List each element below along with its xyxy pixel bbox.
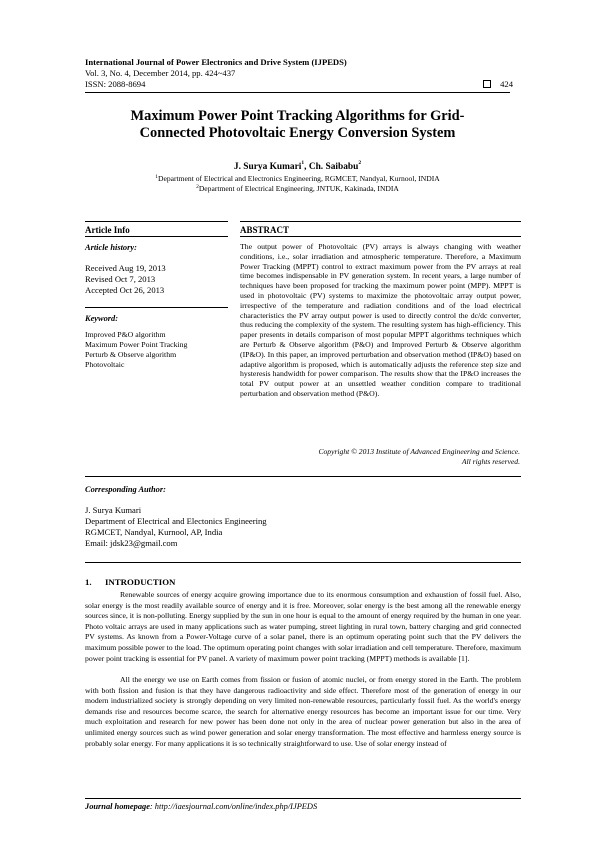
corresponding-email: Email: jdsk23@gmail.com [85, 538, 178, 548]
affiliation-2-text: Department of Electrical Engineering, JNTUK, Kakinada, INDIA [198, 184, 399, 193]
body-paragraph: All the energy we use on Earth comes from fission or fusion of atomic nuclei, or from energy stored in the Earth. The problem with both fission and fusion is that they have dangerous radioactivity and side effect. Therefore most of the generation of energy in our modern industrialized society is strongly depending on very limited non-renewable resources, particularly fossil fuel. As the world's energy demands rise and resources become scarce, the search for alternative energy resources has become an important issue for our time. Very much exploitation and research for new power has been done not only in the area of nuclear power generation but also in the area of unlimited energy sources such as wind power generation and solar energy transformation. The most effective and harmless energy source is probably solar energy. For many applications it is so technically straightforward to use. Use of solar energy instead of [85, 675, 521, 748]
affiliation-1 [85, 174, 510, 184]
copyright-line-2: All rights reserved. [461, 457, 520, 466]
keyword-heading: Keyword: [85, 314, 119, 323]
article-info-top-rule [85, 221, 228, 222]
title-line-1: Maximum Power Point Tracking Algorithms for Grid- [130, 108, 465, 124]
volume-info: Vol. 3, No. 4, December 2014, pp. 424~437 [85, 68, 236, 78]
issn: ISSN: 2088-8694 [85, 79, 146, 89]
author-1-marker: 1 [301, 160, 305, 166]
history-revised: Revised Oct 7, 2013 [85, 274, 156, 284]
author-1: J. Surya Kumari [233, 162, 302, 172]
affiliation-2 [85, 184, 510, 194]
footer-divider [85, 798, 521, 799]
article-info-divider [85, 307, 228, 308]
copyright-line-1: Copyright © 2013 Institute of Advanced Engineering and Science. [318, 447, 520, 456]
paper-title [85, 108, 510, 142]
abstract-text: The output power of Photovoltaic (PV) arrays is always changing with weather conditions, i.e., solar irradiation and atmospheric temperature. Therefore, a Maximum Power Tracking (MPPT) control to extract maximum power from the PV arrays at real time becomes indispensable in PV generation system. In recent years, a large number of techniques have been proposed for tracking the maximum power point (MPP). MPPT is used in photovoltaic (PV) systems to maximize the photovoltaic array output power, irrespective of the temperature and radiation conditions and of the load electrical characteristics the PV array output power is used to directly control the dc/dc converter, thus reducing the complexity of the system. The resulting system has high-efficiency. This paper presents in details comparison of most popular MPPT algorithms techniques which are Perturb & Observe algorithm (P&O) and Improved Perturb & Observe algorithm (IP&O). In this paper, an improved perturbation and observation method (IP&O) based on adaptive algorithm is proposed, which is automatically adjusts the reference step size and hysteresis handwidth for power comparison. The results show that the IP&O increases the total PV output power at an unsettled weather condition compare to traditional perturbation and observation method (P&O). [240, 242, 521, 398]
author-2-marker: 2 [358, 160, 362, 166]
author-2: Ch. Saibabu [308, 162, 359, 172]
body-paragraph: Renewable sources of energy acquire growing importance due to its enormous consumption and exhaustion of fossil fuel. Also, solar energy is the most readily available source of energy and it is free. Moreover, solar energy is the best among all the renewable energy sources since, it is non-polluting. Energy supplied by the sun in one hour is equal to the amount of energy required by the human in one year. Photo voltaic arrays are used in many applications such as water pumping, street lighting in rural town, battery charging and grid connected PV systems. As known from a Power-Voltage curve of a solar panel, there is an optimum operating point such that the PV delivers the maximum possible power to the load. The optimum operating point changes with solar irradiation and cell temperature. Therefore, maximum power point tracking is essential for PV panel. A variety of maximum power point tracking (MPPT) methods is available [1]. [85, 590, 521, 663]
abstract-heading: ABSTRACT [240, 225, 290, 235]
section-number: 1. [85, 577, 92, 587]
abstract-end-rule [85, 476, 521, 477]
history-received: Received Aug 19, 2013 [85, 263, 166, 273]
corresponding-address: RGMCET, Nandyal, Kurnool, AP, India [85, 527, 223, 537]
abstract-top-rule [240, 221, 521, 222]
title-line-2: Connected Photovoltaic Energy Conversion System [139, 125, 456, 141]
keyword-item: Maximum Power Point Tracking [85, 340, 188, 349]
issn-line [85, 79, 513, 89]
corresponding-end-rule [85, 562, 521, 563]
corresponding-name: J. Surya Kumari [85, 505, 142, 515]
journal-homepage [85, 802, 317, 811]
affiliation-2-marker: 2 [196, 184, 199, 190]
section-title: INTRODUCTION [105, 577, 176, 587]
article-history-heading: Article history: [85, 243, 137, 252]
keyword-item: Perturb & Observe algorithm [85, 350, 177, 359]
journal-name: International Journal of Power Electronics and Drive System (IJPEDS) [85, 57, 347, 67]
homepage-url[interactable]: : http://iaesjournal.com/online/index.php/IJPEDS [149, 802, 318, 811]
affiliation-1-text: Department of Electrical and Electronics Engineering, RGMCET, Nandyal, Kurnool, INDIA [157, 174, 440, 183]
author-separator: , [304, 162, 309, 172]
corresponding-heading: Corresponding Author: [85, 485, 166, 494]
article-info-heading: Article Info [85, 225, 130, 235]
homepage-label: Journal homepage [85, 802, 150, 811]
history-accepted: Accepted Oct 26, 2013 [85, 285, 165, 295]
keyword-item: Photovoltaic [85, 360, 125, 369]
author-list [85, 162, 510, 172]
article-info-bottom-rule [85, 236, 228, 237]
abstract-bottom-rule [240, 236, 521, 237]
corresponding-department: Department of Electrical and Electonics Engineering [85, 516, 267, 526]
keyword-item: Improved P&O algorithm [85, 330, 166, 339]
square-icon [483, 80, 491, 88]
page-number: 424 [500, 79, 513, 89]
header-divider [85, 92, 510, 93]
affiliation-1-marker: 1 [155, 174, 158, 180]
section-heading [85, 577, 175, 587]
